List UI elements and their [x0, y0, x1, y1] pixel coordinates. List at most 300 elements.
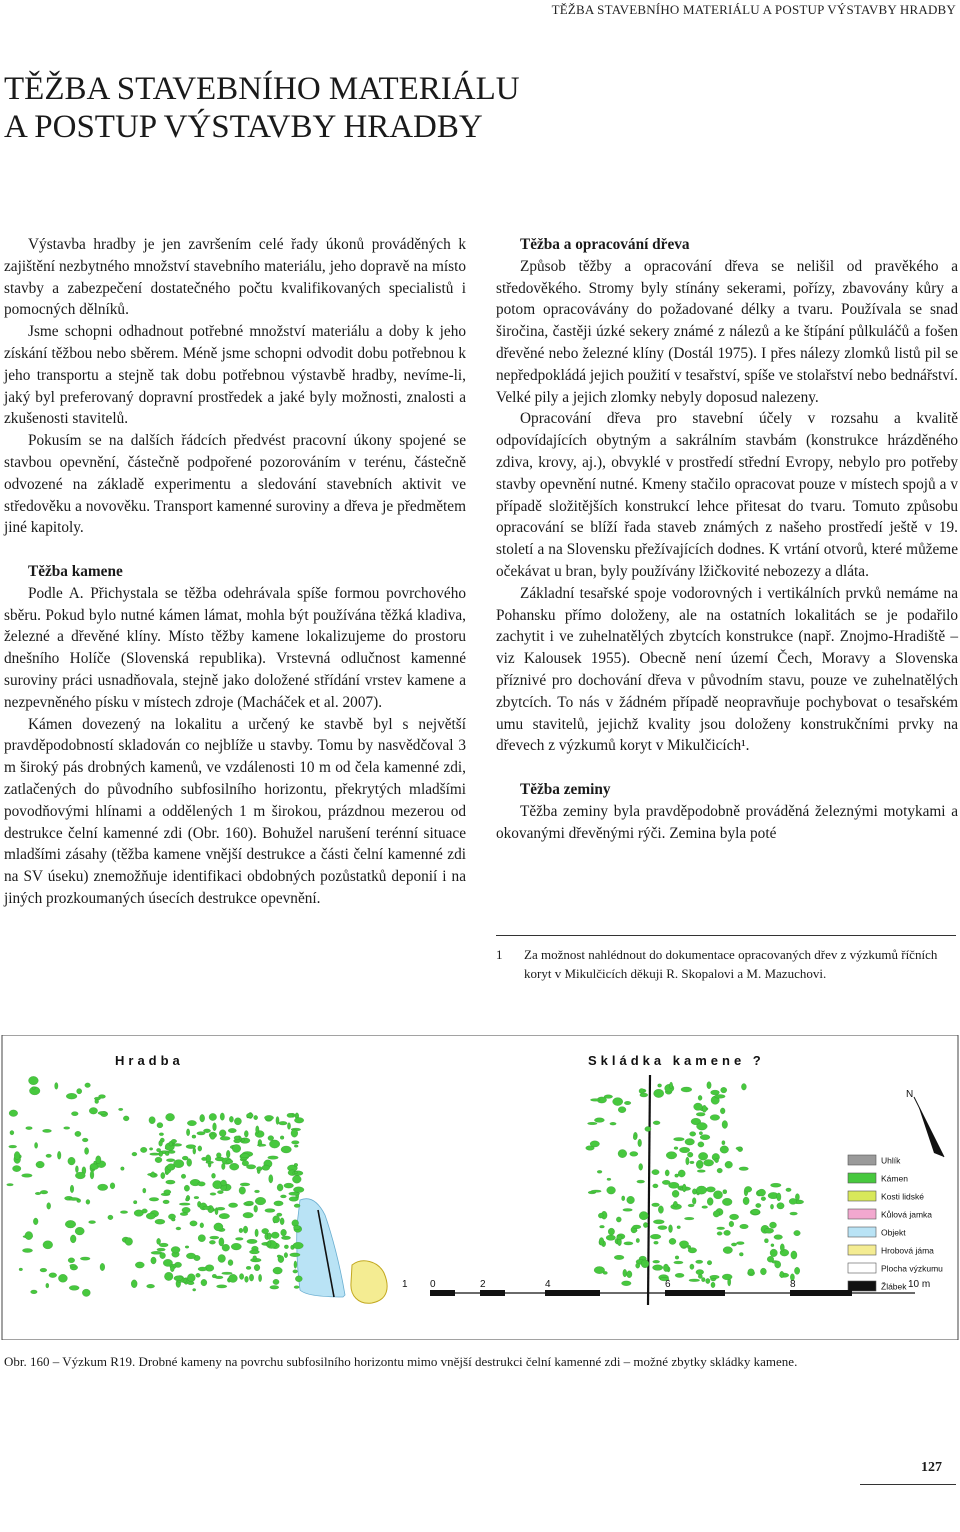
- stone: [244, 1131, 248, 1138]
- stone: [164, 1272, 173, 1280]
- stone: [171, 1139, 177, 1143]
- stone: [294, 1225, 301, 1230]
- stone: [292, 1175, 301, 1183]
- stone: [294, 1261, 297, 1268]
- stone: [767, 1256, 774, 1262]
- stone: [25, 1232, 33, 1240]
- stone: [294, 1163, 298, 1166]
- stone: [277, 1184, 283, 1191]
- legend-swatch: [848, 1173, 876, 1183]
- stone: [173, 1144, 182, 1147]
- stone: [14, 1152, 20, 1160]
- stone: [234, 1118, 241, 1125]
- stone: [725, 1161, 733, 1168]
- stone: [636, 1263, 640, 1268]
- stone: [219, 1238, 224, 1246]
- stone: [653, 1265, 663, 1271]
- stone: [259, 1274, 262, 1281]
- stone: [228, 1260, 233, 1266]
- stone: [687, 1245, 690, 1249]
- stone: [607, 1187, 616, 1195]
- stone: [690, 1161, 694, 1164]
- stone: [75, 1172, 85, 1179]
- stone: [143, 1188, 146, 1193]
- stone: [627, 1196, 635, 1204]
- stone: [196, 1273, 201, 1277]
- legend-swatch: [848, 1209, 876, 1219]
- stone: [295, 1276, 302, 1282]
- stone: [89, 1221, 96, 1224]
- stone: [86, 1200, 90, 1205]
- stone: [214, 1223, 223, 1231]
- stone: [265, 1209, 275, 1213]
- stone: [269, 1175, 273, 1183]
- stone: [598, 1213, 603, 1218]
- stone: [678, 1170, 685, 1177]
- stone: [764, 1228, 773, 1233]
- stone: [40, 1268, 47, 1272]
- stone: [268, 1241, 271, 1247]
- north-label: N: [906, 1089, 914, 1100]
- stone: [26, 1127, 33, 1130]
- stone: [760, 1268, 766, 1275]
- stone: [714, 1095, 725, 1099]
- stone: [226, 1150, 230, 1158]
- stone: [7, 1184, 14, 1186]
- stone: [279, 1121, 287, 1125]
- stone: [192, 1135, 196, 1138]
- stone: [123, 1116, 129, 1121]
- stone: [673, 1201, 677, 1207]
- excavation-plan-figure: [0, 1035, 960, 1340]
- stone: [674, 1138, 685, 1141]
- stone: [663, 1264, 668, 1272]
- stone: [149, 1117, 155, 1124]
- stone: [713, 1211, 720, 1217]
- stone: [182, 1207, 190, 1213]
- legend-swatch: [848, 1245, 876, 1255]
- stone: [108, 1215, 113, 1220]
- stone: [210, 1236, 219, 1239]
- stone: [85, 1083, 91, 1088]
- legend-label: Kámen: [881, 1173, 908, 1184]
- stone: [210, 1134, 215, 1140]
- stone: [155, 1157, 162, 1163]
- legend-label: Hrobová jáma: [881, 1245, 934, 1256]
- stone: [641, 1260, 649, 1268]
- stone: [187, 1120, 196, 1125]
- stone: [722, 1121, 728, 1129]
- stone: [692, 1189, 696, 1195]
- stone: [794, 1230, 801, 1235]
- stone: [694, 1103, 703, 1110]
- stone: [215, 1276, 223, 1279]
- stone: [142, 1209, 148, 1213]
- stone: [722, 1274, 732, 1280]
- stone: [198, 1267, 207, 1271]
- stone: [68, 1157, 75, 1165]
- footnote-text: Za možnost nahlédnout do dokumentace opracovaných dřev z výzkumů říčních koryt v Mikulčicích děkuji R. Skopalovi a M. Mazuchovi.: [524, 947, 938, 981]
- stone: [222, 1163, 226, 1169]
- stone: [22, 1174, 33, 1178]
- stone: [707, 1082, 711, 1089]
- stone: [736, 1147, 742, 1150]
- stone: [220, 1113, 224, 1120]
- right-column: [496, 234, 958, 844]
- stone: [273, 1216, 280, 1223]
- stone: [22, 1249, 32, 1253]
- stone: [775, 1261, 781, 1268]
- stone: [702, 1206, 708, 1209]
- stone: [675, 1174, 679, 1177]
- stone: [652, 1203, 660, 1207]
- stone: [758, 1189, 766, 1196]
- stone: [184, 1185, 189, 1191]
- stone: [654, 1089, 664, 1097]
- stone: [622, 1281, 632, 1286]
- stone: [287, 1123, 290, 1130]
- scale-tick-label: 4: [545, 1279, 551, 1290]
- stone: [147, 1284, 155, 1288]
- stone: [679, 1241, 688, 1248]
- scale-tick-label: 2: [480, 1279, 486, 1290]
- stone: [681, 1087, 692, 1092]
- stone: [69, 1198, 79, 1201]
- stone: [720, 1108, 725, 1114]
- figure-caption: Obr. 160 – Výzkum R19. Drobné kameny na povrchu subfosilního horizontu mimo vnější destrukci čelní kamenné zdi – možné zbytky skládky kamene.: [4, 1354, 798, 1369]
- stone: [653, 1220, 664, 1224]
- stone: [255, 1197, 266, 1205]
- paragraph: Pokusím se na dalších řádcích předvést pracovní úkony spojené se stavbou opevnění, částečně podpořené pozorováním v terénu, částečně odvozené na základě experimentu a sledování stavebních aktivit ve středověku a novověku. Transport kamenné suroviny a dřeva je předmětem jiné kapitoly.: [4, 432, 466, 537]
- stone: [255, 1190, 260, 1193]
- stone: [235, 1238, 243, 1241]
- stone: [89, 1108, 97, 1115]
- stone: [257, 1167, 263, 1171]
- stone: [159, 1140, 163, 1146]
- stone: [281, 1229, 287, 1236]
- stone: [273, 1267, 282, 1274]
- stone: [32, 1087, 36, 1090]
- stone: [170, 1266, 174, 1272]
- stone: [209, 1240, 215, 1244]
- stone: [57, 1151, 61, 1159]
- stone: [202, 1157, 207, 1160]
- stone: [166, 1159, 175, 1162]
- legend-label: Žlábek: [881, 1281, 907, 1292]
- stone: [679, 1147, 689, 1153]
- stone: [146, 1213, 155, 1219]
- stone: [246, 1201, 254, 1205]
- stone: [669, 1238, 676, 1244]
- stone: [49, 1273, 57, 1278]
- page-number-rule: [860, 1484, 956, 1485]
- stone: [280, 1218, 284, 1225]
- stone: [638, 1139, 642, 1147]
- stone: [75, 1166, 78, 1173]
- stone: [200, 1223, 204, 1228]
- stone: [188, 1281, 195, 1284]
- stone: [135, 1262, 144, 1268]
- stone: [653, 1184, 658, 1188]
- stone: [157, 1148, 161, 1151]
- stone: [149, 1148, 152, 1151]
- chapter-title-line1: TĚŽBA STAVEBNÍHO MATERIÁLU: [4, 71, 520, 107]
- stone: [216, 1153, 221, 1158]
- stone: [771, 1244, 774, 1247]
- stone: [710, 1115, 720, 1121]
- stone: [740, 1224, 749, 1229]
- stone: [627, 1271, 632, 1278]
- paragraph: Jsme schopni odhadnout potřebné množství materiálu a doby k jeho získání těžbou nebo sběrem. Méně jsme schopni odvodit dobu potřebnou k jeho transportu a stejně tak dobu potřebnou výstavbě hradby, nevíme-li, jaký byl preferovaný dopravní prostředek a jaké byly možnosti, znalosti a zkušenosti stavitelů.: [4, 323, 466, 428]
- stone: [658, 1084, 662, 1087]
- stone: [234, 1136, 240, 1140]
- stone: [253, 1256, 257, 1260]
- stone: [700, 1135, 710, 1140]
- stone: [294, 1204, 300, 1208]
- stone: [213, 1123, 217, 1131]
- stone: [281, 1236, 290, 1240]
- stone: [277, 1255, 281, 1258]
- stone: [698, 1152, 707, 1160]
- stone: [36, 1161, 44, 1168]
- stone: [243, 1212, 253, 1218]
- stone: [591, 1190, 601, 1192]
- stone: [777, 1193, 781, 1201]
- stone: [131, 1280, 137, 1288]
- stone: [151, 1257, 156, 1264]
- stone: [707, 1198, 713, 1206]
- legend-swatch: [848, 1263, 876, 1273]
- stone: [70, 1264, 77, 1267]
- stone: [715, 1158, 719, 1162]
- stone: [724, 1230, 731, 1235]
- stone: [254, 1264, 260, 1270]
- stone: [294, 1171, 297, 1174]
- stone: [588, 1122, 598, 1125]
- stone: [672, 1190, 679, 1197]
- stone: [704, 1160, 714, 1167]
- stone: [614, 1255, 624, 1259]
- stone: [246, 1266, 251, 1269]
- stone: [140, 1147, 147, 1152]
- stone: [706, 1278, 710, 1283]
- stone: [748, 1269, 754, 1275]
- stone: [794, 1267, 799, 1274]
- stone: [82, 1138, 88, 1142]
- stone: [226, 1160, 233, 1164]
- stone: [151, 1172, 155, 1178]
- scale-tick-label: 6: [665, 1279, 671, 1290]
- stone: [164, 1190, 171, 1195]
- stone: [95, 1099, 99, 1103]
- stone: [711, 1282, 715, 1288]
- stone: [70, 1235, 76, 1243]
- stone: [247, 1239, 257, 1243]
- stone: [771, 1183, 782, 1187]
- stone: [662, 1180, 670, 1184]
- stone: [264, 1115, 273, 1120]
- stone: [696, 1260, 703, 1263]
- stone: [774, 1235, 783, 1240]
- stone: [666, 1152, 677, 1159]
- stone: [645, 1127, 651, 1132]
- label-hradba: Hradba: [115, 1053, 184, 1068]
- stone: [269, 1140, 279, 1148]
- stone: [707, 1261, 712, 1265]
- stone: [294, 1118, 303, 1124]
- paragraph: Opracování dřeva pro stavební účely v rozsahu a kvalitě odpovídajících obytným a sakrálním stavbám (konstrukce hrázděného zdiva, krovy, aj.), obvyklé v prostředí střední Evropy, nebylo pro potřeby stavby opevnění nutné. Kmeny stačilo opracovat pouze v místech spojů a v případě složitějších konstrukcí lehce přitesat do tvaru. Tomuto způsobu opracování se blíží řada staveb známých z našeho prostředí ještě v 19. století a na Slovensku přežívajících dodnes. K vrtání otvorů, které můžeme očekávat u bran, byly používány lžičkovité nebozezy a dláta.: [496, 410, 958, 580]
- stone: [157, 1238, 161, 1244]
- stone: [190, 1221, 197, 1226]
- stone: [232, 1145, 241, 1153]
- stone: [650, 1234, 661, 1239]
- stone: [590, 1141, 599, 1147]
- stone: [33, 1218, 38, 1225]
- stone: [636, 1238, 639, 1242]
- stone: [110, 1183, 115, 1189]
- footnote-divider: [496, 935, 956, 936]
- stone: [281, 1146, 291, 1153]
- stone: [618, 1150, 627, 1158]
- stone: [622, 1196, 625, 1201]
- stone: [96, 1156, 101, 1164]
- stone: [698, 1095, 702, 1100]
- stone: [203, 1206, 211, 1210]
- stone: [745, 1186, 752, 1192]
- stone: [722, 1141, 725, 1145]
- stone: [770, 1204, 773, 1209]
- stone: [284, 1183, 294, 1188]
- stone: [210, 1193, 216, 1196]
- stone: [186, 1145, 196, 1149]
- stone: [187, 1274, 195, 1282]
- section-heading-kamen: Těžba kamene: [28, 562, 123, 580]
- stone: [287, 1113, 293, 1117]
- stone: [643, 1222, 648, 1227]
- stone: [176, 1227, 181, 1230]
- stone: [98, 1184, 108, 1190]
- stone: [633, 1225, 641, 1229]
- stone: [639, 1089, 644, 1094]
- stone: [194, 1196, 199, 1198]
- stone: [606, 1235, 615, 1240]
- stone: [212, 1173, 216, 1178]
- page-number: 127: [921, 1460, 942, 1475]
- stone: [268, 1156, 279, 1159]
- stone: [274, 1201, 283, 1206]
- stone: [262, 1165, 270, 1170]
- stone: [160, 1253, 166, 1259]
- stone: [186, 1253, 195, 1259]
- stone: [736, 1242, 744, 1245]
- stone: [616, 1217, 621, 1222]
- stone: [675, 1256, 679, 1259]
- stone: [617, 1235, 622, 1239]
- stone: [217, 1207, 225, 1210]
- stone: [607, 1178, 611, 1180]
- scale-tick-label: 10 m: [908, 1279, 931, 1290]
- stone: [729, 1221, 734, 1227]
- stone: [85, 1148, 89, 1155]
- stone: [201, 1279, 207, 1286]
- stone: [68, 1258, 75, 1263]
- stone: [163, 1200, 169, 1204]
- stone: [229, 1274, 238, 1282]
- stone: [254, 1205, 258, 1212]
- stone: [639, 1212, 648, 1220]
- paragraph: Základní tesařské spoje vodorovných i vertikálních prvků nemáme na Pohansku přímo doloženy, ale na ostatních lokalitách se je podařilo zachytit i ve zuhelnatělých zbytcích konstrukce (např. Znojmo-Hradiště – viz Kalousek 1955). Obecně není území Čech, Moravy a Slovenska příznivé pro dochování dřeva v původním stavu, pouze ve zuhelnatělých zbytcích. To nás v žádném případě neopravňuje pochybovat o tesařském umu stavitelů, jejichž kvality jsou doloženy konstrukčními prvky na dřevech z výzkumů koryt v Mikulčicích¹.: [496, 584, 958, 755]
- stone: [257, 1144, 266, 1146]
- section-heading-drevo: Těžba a opracování dřeva: [520, 236, 690, 253]
- stone: [206, 1161, 214, 1163]
- stone: [222, 1272, 233, 1274]
- stone: [47, 1203, 51, 1210]
- stone: [294, 1286, 299, 1289]
- stone: [168, 1150, 175, 1153]
- stone: [603, 1271, 607, 1274]
- stone: [230, 1163, 239, 1170]
- stone: [55, 1083, 58, 1090]
- stone: [209, 1113, 217, 1120]
- stone: [684, 1217, 694, 1220]
- stone: [293, 1187, 304, 1193]
- stone: [98, 1111, 106, 1114]
- stone: [623, 1209, 633, 1212]
- stone: [159, 1133, 163, 1136]
- stone: [653, 1121, 660, 1125]
- stone: [157, 1123, 163, 1128]
- stone: [739, 1253, 743, 1257]
- legend-label: Plocha výzkumu: [881, 1263, 943, 1274]
- stone: [613, 1098, 623, 1106]
- stone: [688, 1204, 694, 1207]
- stone: [159, 1243, 168, 1247]
- stone: [241, 1138, 244, 1142]
- stone: [193, 1148, 196, 1154]
- stone: [181, 1174, 186, 1178]
- stone: [713, 1191, 722, 1199]
- stone: [70, 1185, 74, 1193]
- stone: [243, 1226, 248, 1233]
- stone: [90, 1171, 94, 1179]
- stone: [293, 1242, 303, 1249]
- stone: [239, 1274, 243, 1280]
- stone: [185, 1246, 189, 1248]
- left-column: [4, 234, 466, 910]
- stone: [654, 1241, 659, 1244]
- stone: [43, 1241, 53, 1249]
- legend-swatch: [848, 1191, 876, 1201]
- stone: [293, 1270, 298, 1273]
- stone: [58, 1274, 67, 1282]
- stone: [770, 1222, 777, 1228]
- stone: [249, 1274, 253, 1281]
- stone: [221, 1180, 227, 1186]
- stone: [599, 1238, 604, 1246]
- stone: [31, 1290, 38, 1294]
- stone: [284, 1253, 288, 1258]
- stone: [254, 1115, 258, 1119]
- stone: [290, 1253, 300, 1257]
- stone: [239, 1228, 243, 1232]
- stone: [9, 1110, 18, 1117]
- stone: [198, 1146, 202, 1151]
- stone: [721, 1087, 727, 1093]
- stone: [756, 1203, 761, 1207]
- stone: [9, 1145, 17, 1148]
- stone: [228, 1128, 236, 1132]
- stone: [268, 1136, 274, 1141]
